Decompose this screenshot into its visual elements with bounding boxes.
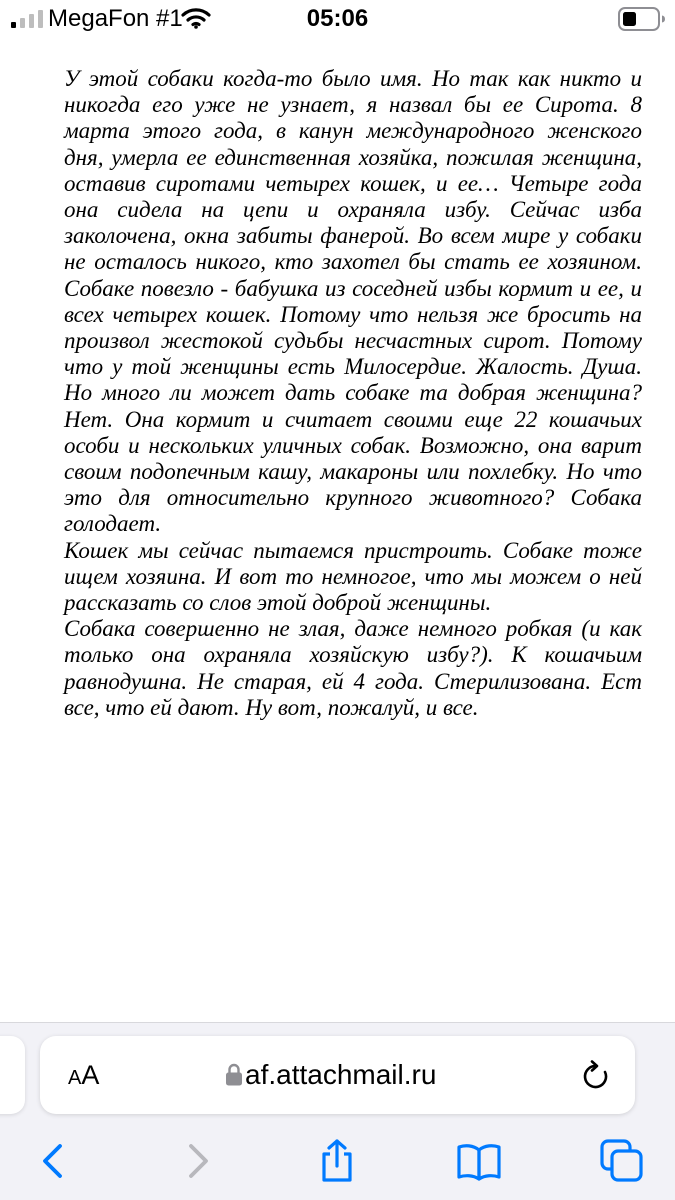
aa-big-letter: A xyxy=(81,1060,100,1090)
back-arrow-icon xyxy=(29,1138,75,1184)
tabs-icon xyxy=(599,1138,645,1184)
share-icon xyxy=(314,1138,360,1184)
article-text xyxy=(64,66,642,721)
reload-icon[interactable] xyxy=(580,1058,612,1092)
carrier-name: MegaFon #1 xyxy=(48,5,183,32)
reader-settings-button[interactable] xyxy=(68,1058,118,1092)
forward-button[interactable] xyxy=(176,1138,222,1184)
share-button[interactable] xyxy=(314,1138,360,1184)
aa-small-letter: A xyxy=(68,1067,82,1089)
article-paragraph: Собака совершенно не злая, даже немного робкая (и как только она охраняла хозяйскую избу?). К кошачьим равнодушна. Не старая, ей 4 года. Стерилизована. Ест все, что ей дают. Ну вот, пожалуй, и все. xyxy=(64,616,642,720)
status-time: 05:06 xyxy=(306,5,369,32)
address-bar[interactable] xyxy=(40,1036,635,1114)
battery-icon xyxy=(618,7,666,31)
forward-arrow-icon xyxy=(176,1138,222,1184)
previous-tab-address-bar[interactable] xyxy=(0,1036,25,1114)
back-button[interactable] xyxy=(29,1138,75,1184)
bookmarks-button[interactable] xyxy=(456,1138,502,1184)
tabs-button[interactable] xyxy=(599,1138,645,1184)
url-text[interactable]: af.attachmail.ru xyxy=(245,1059,437,1090)
lock-icon xyxy=(225,1062,243,1086)
article-paragraph: У этой собаки когда-то было имя. Но так как никто и никогда его уже не узнает, я назвал бы ее Сирота. 8 марта этого года, в канун международного женского дня, умерла ее единственная хозяйка, пожилая женщина, оставив сиротами четырех кошек, и ее… Четыре года она сидела на цепи и охраняла избу. Сейчас изба заколочена, окна забиты фанерой. Во всем мире у собаки не осталось никого, кто захотел бы стать ее хозяином. Собаке повезло - бабушка из соседней избы кормит и ее, и всех четырех кошек. Потому что нельзя же бросить на произвол жестокой судьбы несчастных сирот. Потому что у той женщины есть Милосердие. Жалость. Душа. Но много ли может дать собаке та добрая женщина? Нет. Она кормит и считает своими еще 22 кошачьих особи и нескольких уличных собак. Возможно, она варит своим подопечным кашу, макароны или похлебку. Но что это для относительно крупного животного? Собака голодает. xyxy=(64,66,642,537)
bookmarks-book-icon xyxy=(456,1138,502,1184)
status-bar xyxy=(0,0,675,40)
article-paragraph: Кошек мы сейчас пытаемся пристроить. Собаке тоже ищем хозяина. И вот то немногое, что мы можем о ней рассказать со слов этой доброй женщины. xyxy=(64,537,642,616)
